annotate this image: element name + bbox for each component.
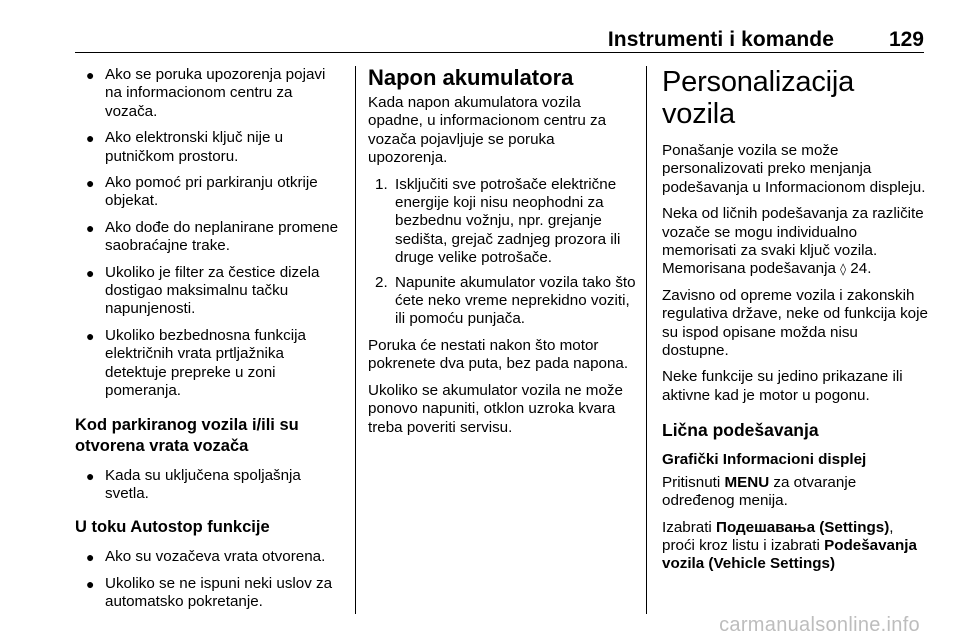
list-item: ● Ako dođe do neplanirane promene saobraćajne trake. (86, 218, 339, 255)
watermark: carmanualsonline.info (719, 614, 920, 636)
list-item: ● Ukoliko bezbednosna funkcija električnih vrata prtljažnika detektuje prepreke u zoni pomeranja. (86, 326, 306, 400)
bullet-icon: ● (86, 467, 95, 484)
bullet-icon: ● (86, 67, 95, 83)
paragraph-battery-intro: Kada napon akumulatora vozila opadne, u informacionom centru za vozača pojavljuje se poruka upozorenja. (368, 94, 607, 167)
paragraph-personalization-intro: Ponašanje vozila se može personalizovati preko menjanja podešavanja u Informacionom displeju. (662, 142, 926, 196)
paragraph-press-menu: Pritisnuti MENU za otvaranje određenog menija. (662, 473, 857, 510)
bullet-list-warnings (75, 66, 345, 401)
bullet-icon: ● (86, 219, 95, 236)
list-item: ● Ako se poruka upozorenja pojavi na informacionom centru za vozača. (86, 66, 326, 120)
list-item: ● Kada su uključena spoljašnja svetla. (86, 466, 301, 502)
column-left (75, 66, 345, 620)
section-title: Instrumenti i komande (607, 28, 834, 51)
list-item: ● Ako elektronski ključ nije u putničkom prostoru. (86, 129, 284, 165)
bullet-icon: ● (86, 327, 95, 344)
cross-reference-icon: ◊ (840, 262, 847, 277)
list-item: ● Ukoliko je filter za čestice dizela dostigao maksimalnu tačku napunjenosti. (86, 263, 320, 318)
column-middle (368, 66, 636, 445)
bullet-list-autostop (75, 548, 345, 611)
heading-personal-settings: Lična podešavanja (662, 420, 819, 441)
heading-battery-voltage: Napon akumulatora (368, 65, 574, 90)
settings-label: Подешавања (Settings) (716, 518, 890, 536)
paragraph-message-disappears: Poruka će nestati nakon što motor pokrenete dva puta, bez pada napona. (368, 336, 629, 373)
bullet-list-parked (75, 467, 345, 504)
heading-personalization: Personalizacija vozila (662, 66, 855, 130)
page-header (75, 14, 924, 54)
column-divider-1 (355, 66, 356, 614)
paragraph-memorized-settings: Neka od ličnih podešavanja za različite vozače se mogu individualno memorisati za svaki ključ vozila. Memorisana podešavanja ◊ 24. (662, 205, 924, 278)
list-item: ● Ukoliko se ne ispuni neki uslov za automatsko pokretanje. (86, 574, 333, 611)
paragraph-select-settings: Izabrati Подешавања (Settings), proći kroz listu i izabrati Podešavanja vozila (Vehicle Settings) (662, 518, 917, 573)
list-item: 1. Isključiti sve potrošače električne energije koji nisu neophodni za bezbednu vožnju, npr. grejanje sedišta, grejač zadnjeg prozora ili druge velike potrošače. (375, 175, 621, 267)
list-item: ● Ako pomoć pri parkiranju otkrije objekat. (86, 174, 318, 210)
paragraph-engine-running: Neke funkcije su jedino prikazane ili aktivne kad je motor u pogonu. (662, 368, 903, 404)
bullet-icon: ● (86, 549, 95, 566)
bullet-icon: ● (86, 175, 95, 192)
list-item: ● Ako su vozačeva vrata otvorena. (86, 548, 326, 566)
heading-parked-vehicle: Kod parkiranog vozila i/ili su otvorena vrata vozača (75, 415, 299, 455)
bullet-icon: ● (86, 575, 95, 592)
column-divider-2 (646, 66, 647, 614)
page-number: 129 (888, 28, 924, 51)
header-divider (75, 52, 924, 53)
paragraph-service: Ukoliko se akumulator vozila ne može ponovo napuniti, otklon uzroka kvara treba poveriti servisu. (368, 381, 623, 436)
vehicle-settings-label: Podešavanja vozila (Vehicle Settings) (662, 536, 917, 573)
list-item: 2. Napunite akumulator vozila tako što ćete neko vreme neprekidno voziti, ili pomoću punjača. (375, 273, 636, 328)
paragraph-equipment: Zavisno od opreme vozila i zakonskih regulativa države, neke od funkcija koje su ispod opisane možda nisu dostupne. (662, 286, 928, 360)
column-right (662, 66, 928, 582)
heading-autostop: U toku Autostop funkcije (75, 518, 270, 537)
menu-button-label: MENU (724, 473, 770, 491)
numbered-steps (368, 176, 636, 329)
bullet-icon: ● (86, 130, 95, 147)
bullet-icon: ● (86, 264, 95, 281)
heading-graphic-display: Grafički Informacioni displej (662, 451, 867, 469)
